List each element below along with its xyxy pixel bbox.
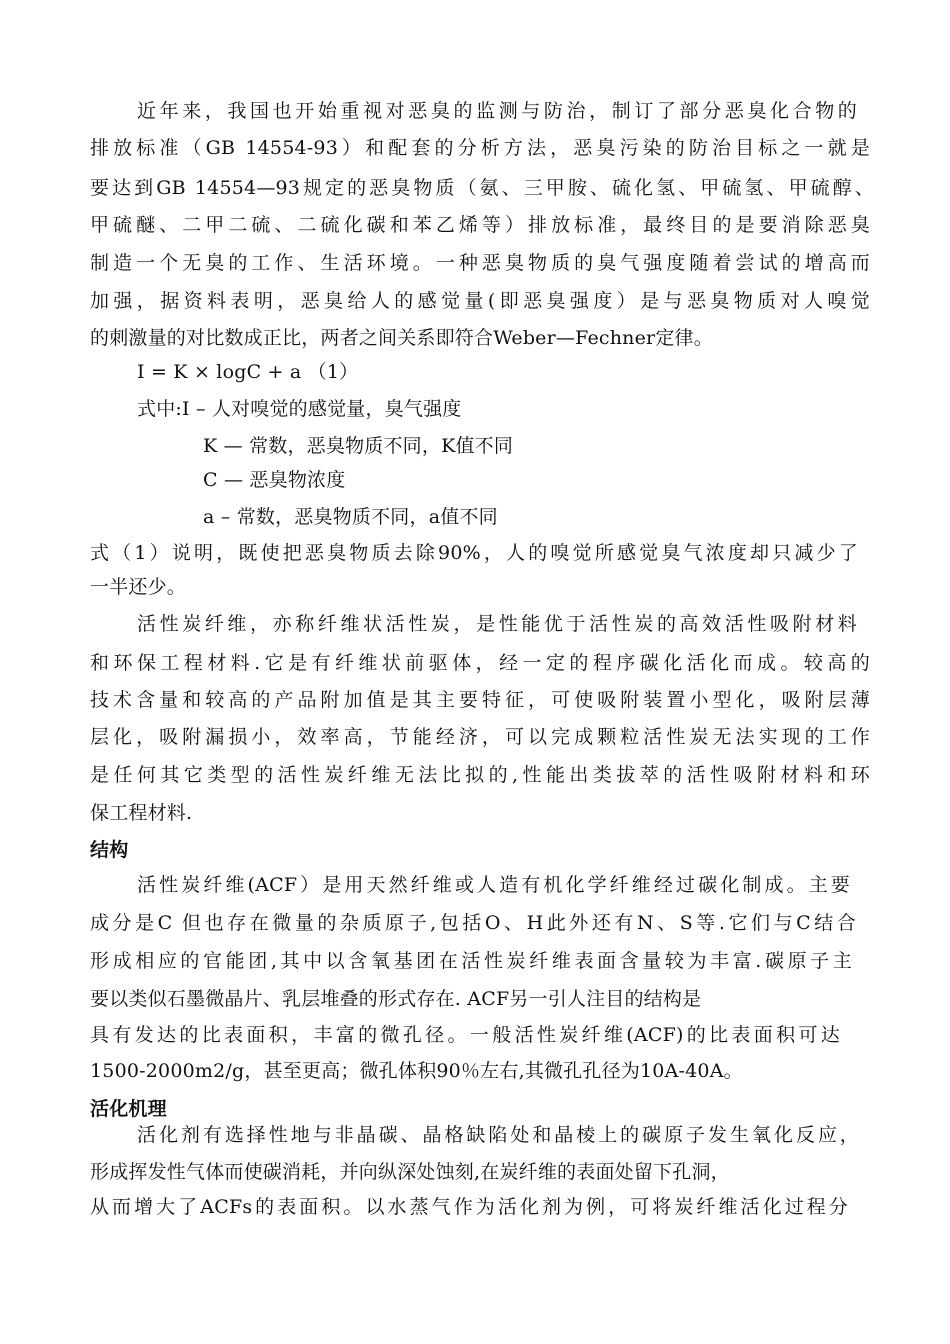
paragraph-line: 式（1）说明，既使把恶臭物质去除90%，人的嗅觉所感觉臭气浓度却只减少了 — [90, 542, 858, 564]
paragraph-line: 是任何其它类型的活性炭纤维无法比拟的,性能出类拔萃的活性吸附材料和环 — [90, 764, 870, 786]
paragraph-line: 要达到GB 14554—93规定的恶臭物质（氨、三甲胺、硫化氢、甲硫氢、甲硫醇、 — [90, 177, 874, 199]
paragraph-line: 和环保工程材料.它是有纤维状前驱体，经一定的程序碳化活化而成。较高的 — [90, 652, 870, 674]
paragraph-line: 要以类似石墨微晶片、乳层堆叠的形式存在. ACF另一引人注目的结构是 — [90, 988, 702, 1010]
paragraph-line: 从而增大了ACFs的表面积。以水蒸气作为活化剂为例，可将炭纤维活化过程分 — [90, 1196, 848, 1218]
paragraph-line: 加强，据资料表明，恶臭给人的感觉量(即恶臭强度）是与恶臭物质对人嗅觉 — [90, 290, 870, 312]
paragraph-line: 活性炭纤维，亦称纤维状活性炭，是性能优于活性炭的高效活性吸附材料 — [137, 613, 857, 635]
definition-line: K — 常数，恶臭物质不同，K值不同 — [203, 435, 514, 457]
paragraph-line: 甲硫醚、二甲二硫、二硫化碳和苯乙烯等）排放标准，最终目的是要消除恶臭 — [90, 214, 870, 236]
paragraph-line: 活化剂有选择性地与非晶碳、晶格缺陷处和晶棱上的碳原子发生氧化反应， — [137, 1124, 859, 1146]
paragraph-line: 层化，吸附漏损小，效率高，节能经济，可以完成颗粒活性炭无法实现的工作 — [90, 726, 870, 748]
section-heading: 活化机理 — [90, 1098, 167, 1120]
definition-line: a – 常数，恶臭物质不同，a值不同 — [203, 506, 498, 528]
paragraph-line: 形成挥发性气体而使碳消耗，并向纵深处蚀刻,在炭纤维的表面处留下孔洞， — [90, 1161, 730, 1183]
definition-line: C — 恶臭物浓度 — [203, 469, 346, 491]
definition-line: 式中:I – 人对嗅觉的感觉量，臭气强度 — [137, 398, 462, 420]
paragraph-line: 成分是C 但也存在微量的杂质原子,包括O、H此外还有N、S等.它们与C结合 — [90, 912, 856, 934]
paragraph-line: 排放标准（GB 14554-93）和配套的分析方法，恶臭污染的防治目标之一就是 — [90, 137, 870, 159]
paragraph-line: 技术含量和较高的产品附加值是其主要特征，可使吸附装置小型化，吸附层薄 — [90, 689, 870, 711]
paragraph-line: 制造一个无臭的工作、生活环境。一种恶臭物质的臭气强度随着尝试的增高而 — [90, 252, 870, 274]
paragraph-line: 近年来，我国也开始重视对恶臭的监测与防治，制订了部分恶臭化合物的 — [137, 100, 857, 122]
paragraph-line: 保工程材料. — [90, 802, 193, 824]
paragraph-line: 1500-2000m2/g，甚至更高；微孔体积90％左右,其微孔孔径为10A-40A。 — [90, 1060, 743, 1082]
section-heading: 结构 — [90, 839, 129, 861]
paragraph-line: 具有发达的比表面积，丰富的微孔径。一般活性炭纤维(ACF)的比表面积可达 — [90, 1024, 840, 1046]
paragraph-line: 一半还少。 — [90, 576, 187, 598]
paragraph-line: 形成相应的官能团,其中以含氧基团在活性炭纤维表面含量较为丰富.碳原子主 — [90, 950, 852, 972]
paragraph-line: 活性炭纤维(ACF）是用天然纤维或人造有机化学纤维经过碳化制成。主要 — [137, 874, 850, 896]
formula: I = K × logC + a （1） — [137, 361, 359, 383]
paragraph-line: 的刺激量的对比数成正比，两者之间关系即符合Weber—Fechner定律。 — [90, 327, 713, 349]
